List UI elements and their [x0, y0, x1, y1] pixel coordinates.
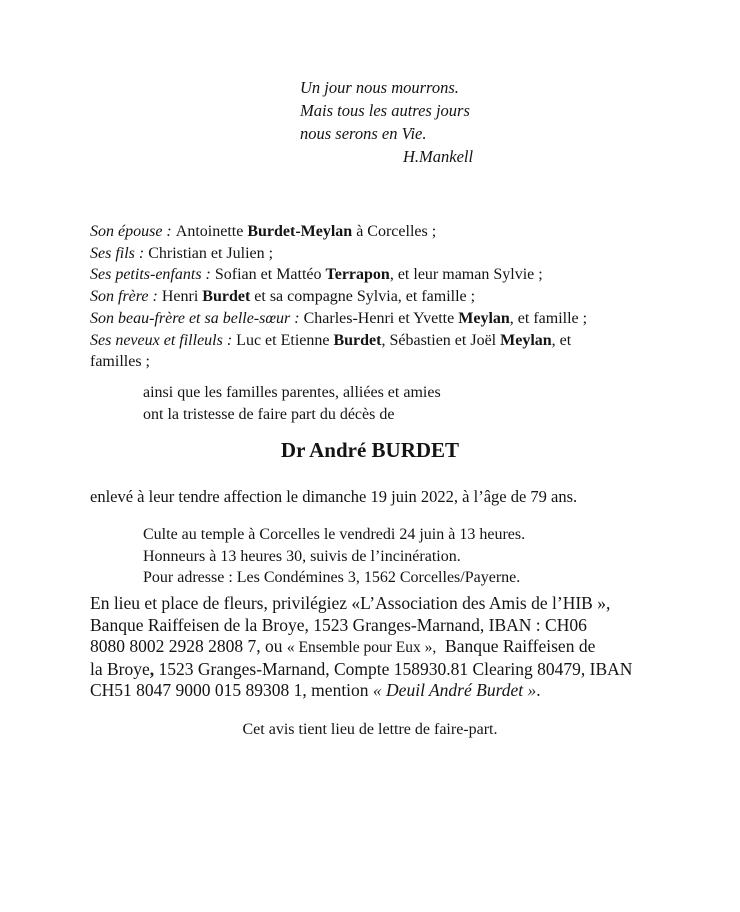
text-line [90, 286, 587, 308]
text-segment: « Ensemble pour Eux », [286, 639, 437, 657]
text-line [90, 264, 587, 286]
text-line: ont la tristesse de faire part du décès de [143, 405, 395, 423]
text-line [90, 221, 587, 243]
text-segment: Meylan [500, 331, 552, 349]
text-segment: Banque Raiffeisen de [436, 636, 596, 657]
text-line: Honneurs à 13 heures 30, suivis de l’incinération. [143, 547, 461, 565]
text-line [90, 636, 632, 659]
text-segment: , Sébastien et Joël [381, 331, 501, 349]
text-segment: Burdet [333, 331, 382, 349]
text-segment: à Corcelles ; [352, 223, 437, 240]
text-segment: Burdet-Meylan [247, 223, 353, 240]
text-line: ainsi que les familles parentes, alliées et amies [143, 384, 441, 401]
text-segment: Son beau-frère et sa belle-sœur : [90, 309, 304, 327]
text-segment: familles ; [90, 353, 150, 371]
text-line: nous serons en Vie. [300, 124, 427, 143]
text-line [90, 351, 587, 373]
closing-line: Cet avis tient lieu de lettre de faire-part. [242, 721, 498, 738]
text-segment: Ses neveux et filleuls : [90, 331, 237, 349]
text-line [90, 615, 632, 637]
text-segment: Burdet [202, 288, 251, 306]
text-segment: Terrapon [325, 266, 390, 284]
text-segment: Meylan [458, 309, 510, 327]
text-segment: . [536, 680, 541, 701]
text-segment: et sa compagne Sylvia, et famille ; [250, 288, 476, 306]
text-segment: Ses fils : [90, 244, 149, 262]
family-list [90, 221, 587, 373]
text-segment: Son épouse : [90, 223, 176, 240]
text-segment: , et famille ; [509, 309, 588, 327]
death-announcement-line: enlevé à leur tendre affection le dimanche 19 juin 2022, à l’âge de 79 ans. [90, 487, 578, 506]
text-line: Mais tous les autres jours [300, 101, 470, 120]
text-segment: Antoinette [175, 223, 248, 240]
deceased-name: Dr André BURDET [280, 438, 460, 462]
donation-paragraph [90, 593, 632, 702]
text-line [90, 593, 632, 615]
text-line: Un jour nous mourrons. [300, 78, 459, 97]
text-line [90, 680, 632, 702]
text-segment: Son frère : [90, 288, 162, 306]
text-segment: , [149, 658, 155, 679]
text-line [90, 243, 587, 265]
text-segment: 8080 8002 2928 2808 7, ou [90, 636, 287, 657]
text-segment: Sofian et Mattéo [214, 266, 326, 284]
text-segment: En lieu et place de fleurs, privilégiez «L’Association des Amis de l’HIB », [90, 593, 611, 613]
quote-lines [300, 76, 473, 145]
text-segment: Christian et Julien ; [148, 244, 274, 262]
text-segment: Ses petits-enfants : [90, 266, 215, 284]
text-line [90, 308, 587, 330]
intro-text [143, 382, 441, 425]
text-line [90, 659, 632, 681]
text-segment: Luc et Etienne [236, 331, 334, 349]
text-line [90, 330, 587, 352]
ceremony-details [143, 524, 525, 589]
text-segment: , et [551, 331, 572, 349]
text-segment: « Deuil André Burdet » [372, 680, 537, 701]
text-segment: Charles-Henri et Yvette [303, 309, 459, 327]
text-line: Pour adresse : Les Condémines 3, 1562 Corcelles/Payerne. [143, 569, 521, 587]
text-segment: Banque Raiffeisen de la Broye, 1523 Granges-Marnand, IBAN : CH06 [90, 614, 587, 635]
text-segment: 1523 Granges-Marnand, Compte 158930.81 Clearing 80479, IBAN [154, 658, 633, 679]
text-segment: CH51 8047 9000 015 89308 1, mention [90, 680, 373, 701]
text-segment: Henri [161, 288, 203, 306]
text-segment: la Broye [90, 658, 150, 679]
text-segment: , et leur maman Sylvie ; [389, 266, 543, 284]
quote-author: H.Mankell [403, 147, 474, 166]
memorial-quote [300, 76, 473, 168]
text-line: Culte au temple à Corcelles le vendredi 24 juin à 13 heures. [143, 526, 526, 543]
